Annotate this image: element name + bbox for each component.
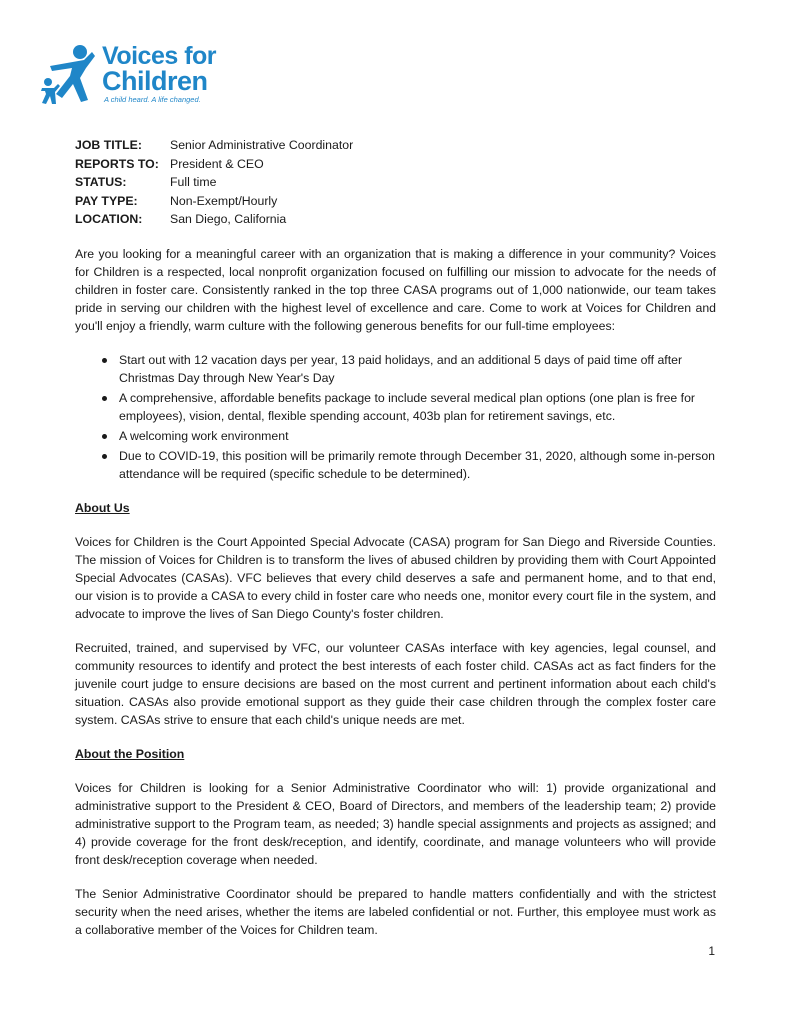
about-position-paragraph-2: The Senior Administrative Coordinator should be prepared to handle matters confidentially and with the strictest security when the need arises, whether the items are labeled confidential or not. Further, this employee must work as a collaborative member of the Voices for Children team. xyxy=(75,886,716,937)
page-number: 1 xyxy=(708,944,715,958)
bullet-dot-icon xyxy=(102,434,107,439)
pay-type-value: Non-Exempt/Hourly xyxy=(170,193,278,208)
job-title-value: Senior Administrative Coordinator xyxy=(170,138,354,152)
about-us-paragraph-1: Voices for Children is the Court Appointed Special Advocate (CASA) program for San Diego and Riverside Counties. The mission of Voices for Children is to transform the lives of abused children by providing them with Court Appointed Special Advocates (CASAs). VFC believes that every child deserves a safe and permanent home, and to that end, our vision is to provide a CASA to every child in foster care who needs one, monitor every court file in the system, and advocate to improve the lives of San Diego County's foster children. xyxy=(75,534,716,621)
status-value: Full time xyxy=(170,175,217,189)
job-meta-block xyxy=(75,136,716,229)
logo-wordmark-line1: Voices for xyxy=(102,42,217,70)
pay-type-label: PAY TYPE: xyxy=(75,193,138,208)
about-us-paragraph-2: Recruited, trained, and supervised by VFC, our volunteer CASAs interface with key agencies, legal counsel, and community resources to identify and protect the best interests of each foster child. CASAs act as fact finders for the juvenile court judge to ensure decisions are based on the most current and pertinent information about each child's situation. CASAs also provide emotional support as they guide their case children through the complex foster care system. CASAs strive to ensure that each child's unique needs are met. xyxy=(75,640,716,727)
job-meta-row xyxy=(75,192,716,211)
reports-to-label: REPORTS TO: xyxy=(75,156,159,171)
benefit-text: A welcoming work environment xyxy=(119,428,289,443)
list-item xyxy=(75,427,716,445)
intro-paragraph: Are you looking for a meaningful career with an organization that is making a difference in your community? Voices for Children is a respected, local nonprofit organization focused on fulfilling our mission to advocate for the needs of children in foster care. Consistently ranked in the top three CASA programs out of 1,000 nationwide, our team takes pride in serving our children with the highest level of excellence and care. Come to work at Voices for Children and you'll enjoy a friendly, warm culture with the following generous benefits for our full-time employees: xyxy=(75,246,716,333)
benefit-text: A comprehensive, affordable benefits package to include several medical plan options (one plan is free for employees), vision, dental, flexible spending account, 403b plan for retirement savings, etc. xyxy=(119,390,696,423)
reports-to-value: President & CEO xyxy=(170,156,264,171)
document-body xyxy=(75,136,716,939)
benefits-list xyxy=(75,351,716,483)
bullet-dot-icon xyxy=(102,358,107,363)
location-value: San Diego, California xyxy=(170,212,287,226)
bullet-dot-icon xyxy=(102,454,107,459)
list-item xyxy=(75,389,716,425)
list-item xyxy=(75,447,716,483)
voices-for-children-logo xyxy=(40,40,230,110)
about-position-paragraph-1: Voices for Children is looking for a Senior Administrative Coordinator who will: 1) provide organizational and administrative support to the President & CEO, Board of Directors, and members of the leadership team; 2) provide administrative support to the Program team, as needed; 3) handle special assignments and projects as assigned; and 4) provide coverage for the front desk/reception, and identify, coordinate, and manage volunteers who will provide front desk/reception coverage when needed. xyxy=(75,780,716,867)
figures-logo-icon xyxy=(40,44,100,106)
status-label: STATUS: xyxy=(75,175,127,189)
location-label: LOCATION: xyxy=(75,212,143,226)
job-title-label: JOB TITLE: xyxy=(75,138,142,152)
about-us-heading: About Us xyxy=(75,500,130,515)
bullet-dot-icon xyxy=(102,396,107,401)
job-meta-row xyxy=(75,173,716,192)
job-meta-row xyxy=(75,155,716,174)
benefit-text: Start out with 12 vacation days per year, 13 paid holidays, and an additional 5 days of paid time off after Christmas Day through New Year's Day xyxy=(119,352,683,385)
job-meta-row xyxy=(75,210,716,229)
logo-tagline: A child heard. A life changed. xyxy=(104,95,201,104)
list-item xyxy=(75,351,716,387)
logo-wordmark-line2: Children xyxy=(102,66,208,96)
about-position-heading: About the Position xyxy=(75,746,185,761)
job-meta-row xyxy=(75,136,716,155)
benefit-text: Due to COVID-19, this position will be primarily remote through December 31, 2020, although some in-person attendance will be required (specific schedule to be determined). xyxy=(119,448,716,481)
